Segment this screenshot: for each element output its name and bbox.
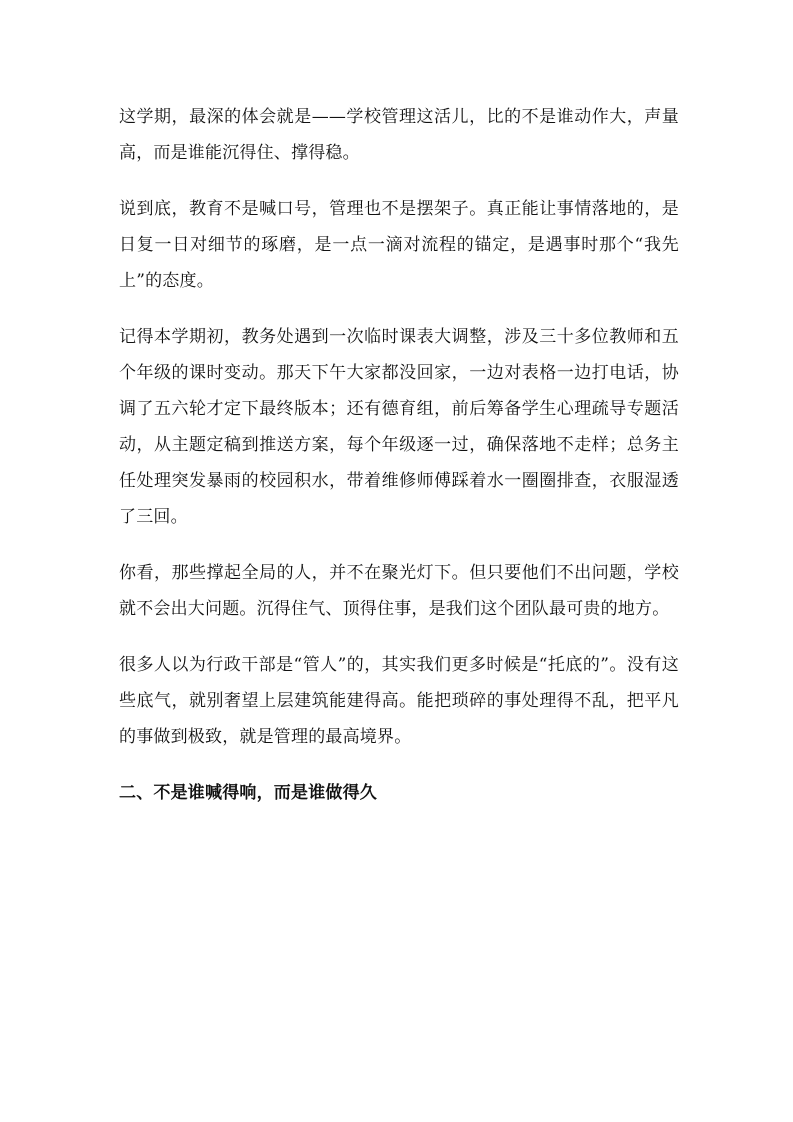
paragraph-2: 说到底，教育不是喊口号，管理也不是摆架子。真正能让事情落地的，是日复一日对细节的琢磨，是一点一滴对流程的锚定，是遇事时那个“我先上”的态度。 (119, 199, 679, 291)
section-heading: 二、不是谁喊得响，而是谁做得久 (119, 783, 377, 803)
paragraph-1: 这学期，最深的体会就是——学校管理这活儿，比的不是谁动作大，声量高，而是谁能沉得住、撑得稳。 (119, 107, 679, 163)
paragraph-5: 很多人以为行政干部是“管人”的，其实我们更多时候是“托底的”。没有这些底气，就别奢望上层建筑能建得高。能把琐碎的事处理得不乱，把平凡的事做到极致，就是管理的最高境界。 (119, 655, 679, 747)
document-body (119, 99, 679, 811)
paragraph-3: 记得本学期初，教务处遇到一次临时课表大调整，涉及三十多位教师和五个年级的课时变动。那天下午大家都没回家，一边对表格一边打电话，协调了五六轮才定下最终版本；还有德育组，前后筹备学生心理疏导专题活动，从主题定稿到推送方案，每个年级逐一过，确保落地不走样；总务主任处理突发暴雨的校园积水，带着维修师傅踩着水一圈圈排查，衣服湿透了三回。 (119, 327, 679, 527)
paragraph-4: 你看，那些撑起全局的人，并不在聚光灯下。但只要他们不出问题，学校就不会出大问题。沉得住气、顶得住事，是我们这个团队最可贵的地方。 (119, 563, 679, 619)
